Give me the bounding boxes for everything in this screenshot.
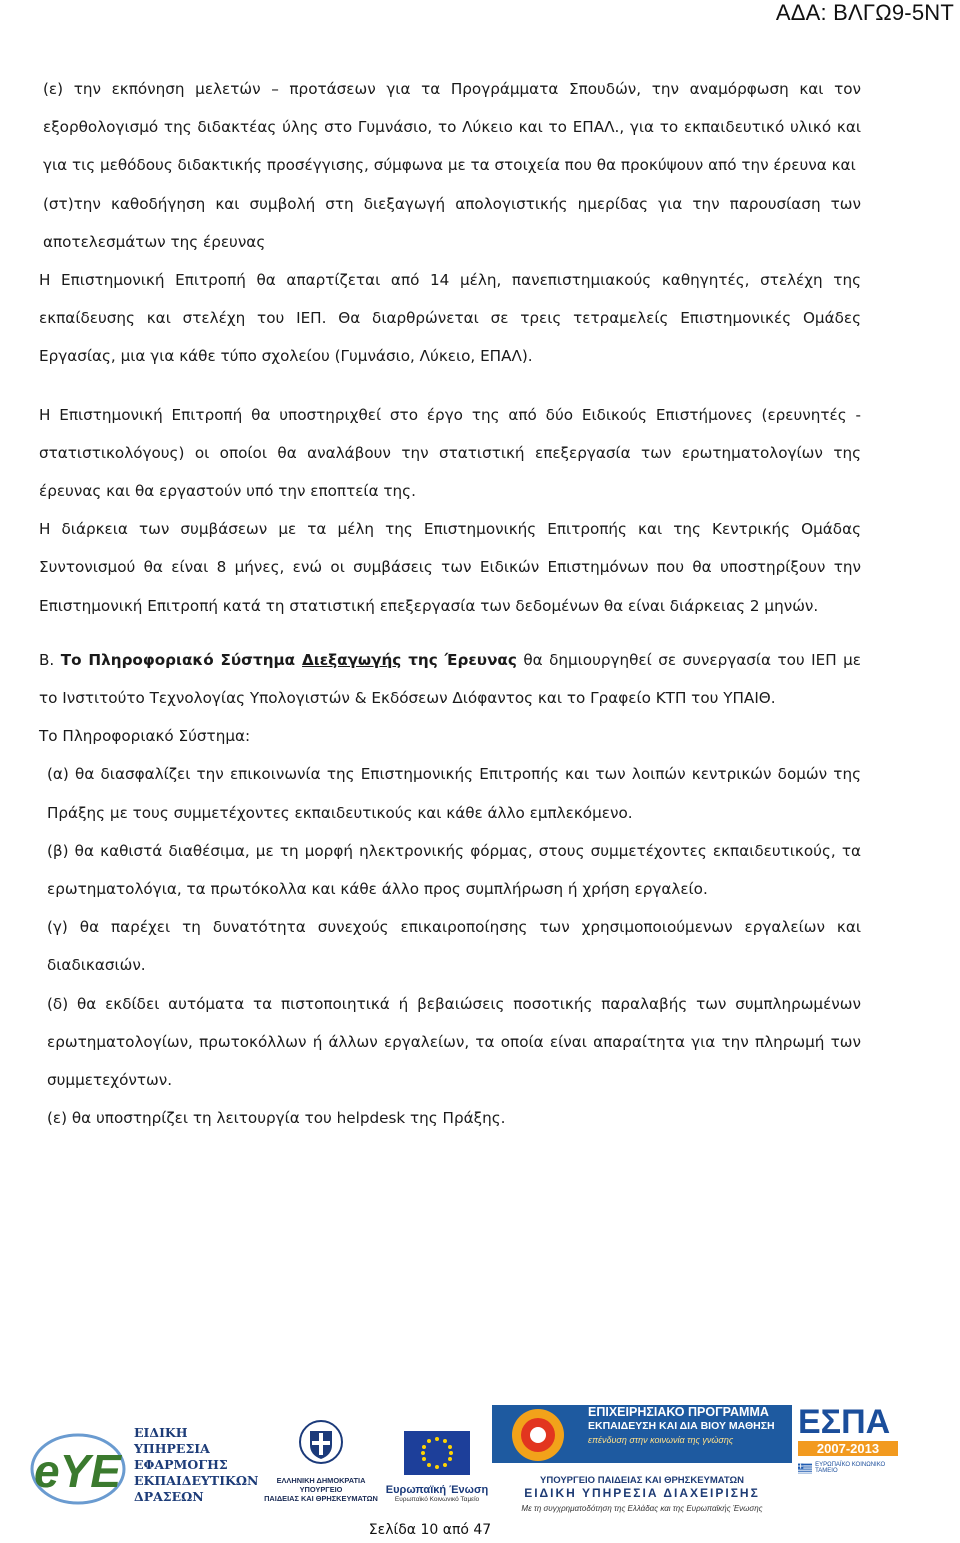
paragraph-experts: Η Επιστημονική Επιτροπή θα υποστηριχθεί στο έργο της από δύο Ειδικούς Επιστήμονες (ερευνητές - στατιστικολόγους) οι οποίοι θα αναλάβουν την στατιστική επεξεργασία των ερωτηματολογίων της έρευνας και θα εργαστούν υπό την εποπτεία της. xyxy=(39,405,861,501)
section-b-title-2: της Έρευνας xyxy=(401,650,517,669)
paragraph-system-heading: Το Πληροφοριακό Σύστημα: xyxy=(39,727,251,746)
paragraph-duration: Η διάρκεια των συμβάσεων με τα μέλη της Επιστημονικής Επιτροπής και της Κεντρικής Ομάδας Συντονισμού θα είναι 8 μήνες, ενώ οι συμβάσεις των Ειδικών Επιστημόνων που θα υποστηρίξουν την Επιστημονική Επιτροπή κατά τη στατιστική επεξεργασία των δεδομένων θα είναι διάρκειας 2 μηνών. xyxy=(39,520,861,615)
greek-flag-icon xyxy=(798,1463,812,1474)
op-ministry: ΥΠΟΥΡΓΕΙΟ ΠΑΙΔΕΙΑΣ ΚΑΙ ΘΡΗΣΚΕΥΜΑΤΩΝ xyxy=(540,1475,744,1486)
espa-brand: ΕΣΠΑ xyxy=(798,1403,891,1441)
footer-logos xyxy=(0,1395,960,1515)
operational-programme-logo xyxy=(492,1405,792,1517)
eye-line: ΕΚΠΑΙΔΕΥΤΙΚΩΝ xyxy=(134,1473,259,1488)
paragraph-st: (στ)την καθοδήγηση και συμβολή στη διεξαγωγή απολογιστικής ημερίδας για την παρουσίαση των αποτελεσμάτων της έρευνας xyxy=(43,194,861,251)
section-b-text: θα δημιουργηθεί σε συνεργασία του ΙΕΠ με το Ινστιτούτο Τεχνολογίας Υπολογιστών & Εκδόσεων Διόφαντος και το Γραφείο ΚΤΠ του ΥΠΑΙΘ. xyxy=(39,650,862,708)
document-body xyxy=(39,70,862,1137)
op-title-line: ΕΠΙΧΕΙΡΗΣΙΑΚΟ ΠΡΟΓΡΑΜΜΑ xyxy=(588,1405,769,1419)
hellenic-republic-logo xyxy=(262,1417,380,1509)
hr-line: ΠΑΙΔΕΙΑΣ ΚΑΙ ΘΡΗΣΚΕΥΜΑΤΩΝ xyxy=(264,1494,378,1503)
eye-line: ΔΡΑΣΕΩΝ xyxy=(134,1489,204,1504)
list-item: (ε) θα υποστηρίζει τη λειτουργία του helpdesk της Πράξης. xyxy=(47,1109,506,1128)
section-b-title-underlined: Διεξαγωγής xyxy=(302,650,402,669)
eu-flag-icon xyxy=(404,1431,470,1475)
espa-fund: ΕΥΡΩΠΑΪΚΟ ΚΟΙΝΩΝΙΚΟ ΤΑΜΕΙΟ xyxy=(815,1462,886,1474)
list-item: (α) θα διασφαλίζει την επικοινωνία της Επιστημονικής Επιτροπής και των λοιπών κεντρικών δομών της Πράξης με τους συμμετέχοντες εκπαιδευτικούς και κάθε άλλο εμπλεκόμενο. xyxy=(47,765,861,822)
list-item: (δ) θα εκδίδει αυτόματα τα πιστοποιητικά ή βεβαιώσεις ποσοτικής παραλαβής των συμπληρωμένων ερωτηματολογίων, πρωτοκόλλων ή άλλων εργαλείων, τα οποία είναι απαραίτητα για την πληρωμή των συμμετεχόντων. xyxy=(47,994,861,1090)
section-b-prefix: Β. xyxy=(39,650,61,669)
hr-line: ΥΠΟΥΡΓΕΙΟ xyxy=(299,1485,343,1494)
eye-logo-brand: eYE xyxy=(34,1445,121,1497)
op-authority xyxy=(492,1475,792,1513)
op-title-line: ΕΚΠΑΙΔΕΥΣΗ ΚΑΙ ΔΙΑ ΒΙΟΥ ΜΑΘΗΣΗ xyxy=(588,1420,775,1432)
op-cofund: Με τη συγχρηματοδότηση της Ελλάδας και της Ευρωπαϊκής Ένωσης xyxy=(521,1504,763,1513)
op-slogan: επένδυση στην κοινωνία της γνώσης xyxy=(588,1435,734,1445)
ada-code: ΑΔΑ: ΒΛΓΩ9-5ΝΤ xyxy=(775,0,954,25)
paragraph-e: (ε) την εκπόνηση μελετών – προτάσεων για τα Προγράμματα Σπουδών, την αναμόρφωση και τον εξορθολογισμό της διδακτέας ύλης στο Γυμνάσιο, το Λύκειο και το ΕΠΑΛ., για το εκπαιδευτικό υλικό και για τις μεθόδους διδακτικής προσέγγισης, σύμφωνα με τα στοιχεία που θα προκύψουν από την έρευνα και xyxy=(43,80,861,175)
eu-label: Ευρωπαϊκή Ένωση xyxy=(385,1484,489,1496)
greek-emblem-icon xyxy=(298,1417,344,1469)
op-authority-name: ΕΙΔΙΚΗ ΥΠΗΡΕΣΙΑ ΔΙΑΧΕΙΡΙΣΗΣ xyxy=(524,1486,760,1500)
eye-line: ΥΠΗΡΕΣΙΑ xyxy=(134,1441,210,1456)
list-item: (γ) θα παρέχει τη δυνατότητα συνεχούς επικαιροποίησης των χρησιμοποιούμενων εργαλείων και διαδικασιών. xyxy=(47,918,861,975)
hellenic-republic-text xyxy=(262,1476,380,1503)
hr-line: ΕΛΛΗΝΙΚΗ ΔΗΜΟΚΡΑΤΙΑ xyxy=(276,1476,366,1485)
page-number: Σελίδα 10 από 47 xyxy=(368,1522,492,1538)
eye-logo-text xyxy=(134,1425,258,1505)
eye-line: ΕΙΔΙΚΗ xyxy=(134,1425,188,1440)
eu-logo xyxy=(384,1431,490,1507)
op-title xyxy=(588,1405,775,1447)
eye-logo-mark xyxy=(28,1425,132,1509)
eye-line: ΕΦΑΡΜΟΓΗΣ xyxy=(134,1457,228,1472)
paragraph-info-system xyxy=(39,641,861,717)
espa-years: 2007-2013 xyxy=(798,1441,898,1456)
list-item: (β) θα καθιστά διαθέσιμα, με τη μορφή ηλεκτρονικής φόρμας, στους συμμετέχοντες εκπαιδευτικούς, τα ερωτηματολόγια, τα πρωτόκολλα και κάθε άλλο προς συμπλήρωση ή χρήση εργαλείο. xyxy=(47,841,861,899)
paragraph-committee: Η Επιστημονική Επιτροπή θα απαρτίζεται από 14 μέλη, πανεπιστημιακούς καθηγητές, στελέχη της εκπαίδευσης και στελέχη του ΙΕΠ. Θα διαρθρώνεται σε τρεις τετραμελείς Επιστημονικές Ομάδες Εργασίας, μια για κάθε τύπο σχολείου (Γυμνάσιο, Λύκειο, ΕΠΑΛ). xyxy=(39,271,861,366)
espa-logo xyxy=(798,1405,898,1485)
eu-sub-label: Ευρωπαϊκό Κοινωνικό Ταμείο xyxy=(394,1496,480,1503)
eye-logo xyxy=(28,1425,258,1509)
section-b-title-1: Το Πληροφοριακό Σύστημα xyxy=(60,650,303,669)
